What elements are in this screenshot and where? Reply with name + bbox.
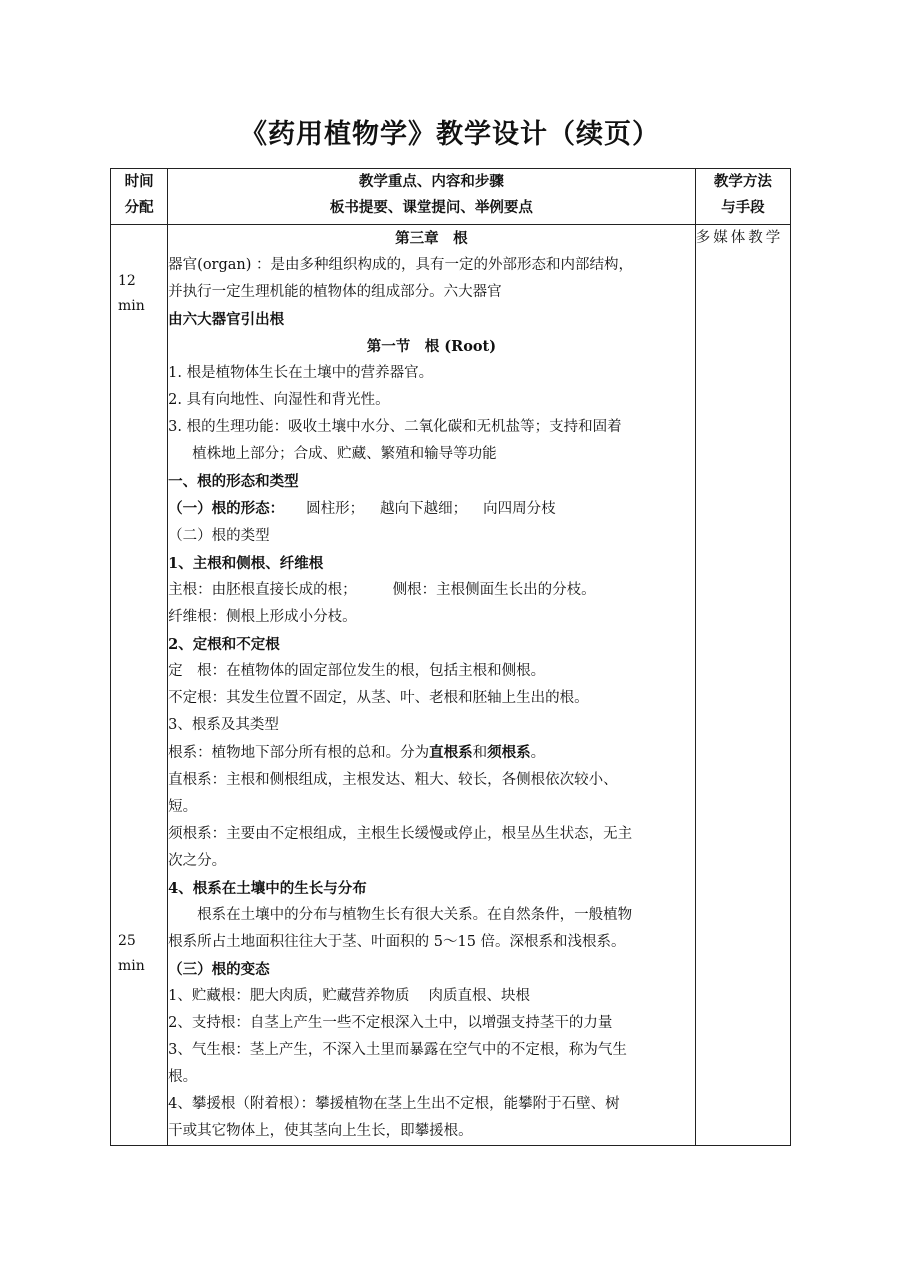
morphology-3: 向四周分枝: [483, 501, 556, 517]
fiber-root-def: 纤维根：侧根上形成小分枝。: [168, 609, 357, 625]
root-system-end: 。: [530, 745, 546, 761]
time-cell: [111, 225, 168, 1146]
taproot-line1: 直根系：主根和侧根组成，主根发达、粗大、较长，各侧根依次较小、: [168, 772, 618, 788]
metamorphosis-3-line1: 3、气生根：茎上产生，不深入土里而暴露在空气中的不定根，称为气生: [168, 1042, 627, 1058]
metamorphosis-4-line1: 4、攀援根（附着根）：攀援植物在茎上生出不定根，能攀附于石壁、树: [168, 1096, 620, 1112]
fixed-root-def: 定 根：在植物体的固定部位发生的根，包括主根和侧根。: [168, 663, 546, 679]
section-heading: 第一节 根 (Root): [366, 338, 497, 355]
chapter-heading: 第三章 根: [395, 230, 468, 247]
time-1-value: 12: [118, 273, 136, 289]
types-label: （二）根的类型: [168, 528, 270, 544]
morphology-line: [168, 495, 695, 523]
header-method-line1: 教学方法: [713, 173, 772, 190]
list-item-2: 2. 具有向地性、向湿性和背光性。: [168, 392, 390, 408]
header-method: [695, 169, 790, 225]
root-system-pre: 根系：植物地下部分所有根的总和。分为: [168, 745, 430, 761]
root-system-tap: 直根系: [429, 744, 473, 761]
main-lateral-line: [168, 577, 695, 604]
heading-fixed-adventitious: 2、定根和不定根: [168, 636, 280, 653]
growth-line2: 根系所占土地面积往往大于茎、叶面积的 5～15 倍。深根系和浅根系。: [168, 934, 626, 950]
heading-growth: 4、根系在土壤中的生长与分布: [168, 880, 367, 897]
lateral-root-def: 侧根：主根侧面生长出的分枝。: [392, 582, 596, 598]
organ-definition-line2: 并执行一定生理机能的植物体的组成部分。六大器官: [168, 284, 502, 300]
method-cell: [695, 225, 790, 1146]
header-time-line1: 时间: [124, 173, 154, 190]
time-allocation-2: [118, 929, 145, 979]
page-title: 《药用植物学》教学设计（续页）: [240, 119, 660, 150]
metamorphosis-4-line2: 干或其它物体上，使其茎向上生长，即攀援根。: [168, 1123, 473, 1139]
growth-line1: 根系在土壤中的分布与植物生长有很大关系。在自然条件，一般植物: [197, 907, 633, 923]
lesson-table: [110, 168, 791, 1146]
header-content-line1: 教学重点、内容和步骤: [358, 173, 504, 190]
list-item-3-line2: 植株地上部分；合成、贮藏、繁殖和输导等功能: [192, 446, 497, 462]
organ-definition-line1: 器官(organ) ：是由多种组织构成的，具有一定的外部形态和内部结构，: [168, 257, 634, 273]
heading-morphology: 一、根的形态和类型: [168, 473, 299, 490]
time-2-unit: min: [118, 958, 145, 974]
metamorphosis-1: 1、贮藏根：肥大肉质，贮藏营养物质 肉质直根、块根: [168, 988, 530, 1004]
metamorphosis-3-line2: 根。: [168, 1069, 198, 1085]
content-cell: [168, 225, 696, 1146]
morphology-label: （一）根的形态：: [168, 500, 285, 517]
method-text: 多媒体教学: [695, 230, 784, 246]
list-item-1: 1. 根是植物体生长在土壤中的营养器官。: [168, 365, 434, 381]
morphology-2: 越向下越细；: [380, 501, 468, 517]
header-content: [168, 169, 696, 225]
root-system-def: [168, 739, 695, 767]
time-2-value: 25: [118, 933, 136, 949]
fibrous-line1: 须根系：主要由不定根组成，主根生长缓慢或停止，根呈丛生状态，无主: [168, 826, 633, 842]
time-allocation-1: [118, 269, 145, 319]
heading-root-system: 3、根系及其类型: [168, 717, 279, 733]
lead-text: 由六大器官引出根: [168, 311, 285, 328]
taproot-line2: 短。: [168, 799, 198, 815]
root-system-fibrous: 须根系: [487, 744, 531, 761]
heading-main-lateral: 1、主根和侧根、纤维根: [168, 555, 324, 572]
header-time-line2: 分配: [124, 199, 154, 216]
heading-metamorphosis: （三）根的变态: [168, 961, 270, 978]
adventitious-root-def: 不定根：其发生位置不固定，从茎、叶、老根和胚轴上生出的根。: [168, 690, 589, 706]
header-content-line2: 板书提要、课堂提问、举例要点: [329, 199, 533, 216]
metamorphosis-2: 2、支持根：自茎上产生一些不定根深入土中，以增强支持茎干的力量: [168, 1015, 613, 1031]
table-body-row: [111, 225, 791, 1146]
header-method-line2: 与手段: [721, 199, 765, 216]
root-system-and: 和: [472, 745, 488, 761]
header-time: [111, 169, 168, 225]
fibrous-line2: 次之分。: [168, 853, 227, 869]
main-root-def: 主根：由胚根直接长成的根；: [168, 582, 357, 598]
morphology-1: 圆柱形；: [306, 501, 365, 517]
list-item-3-line1: 3. 根的生理功能：吸收土壤中水分、二氧化碳和无机盐等；支持和固着: [168, 419, 622, 435]
table-header-row: [111, 169, 791, 225]
time-1-unit: min: [118, 298, 145, 314]
